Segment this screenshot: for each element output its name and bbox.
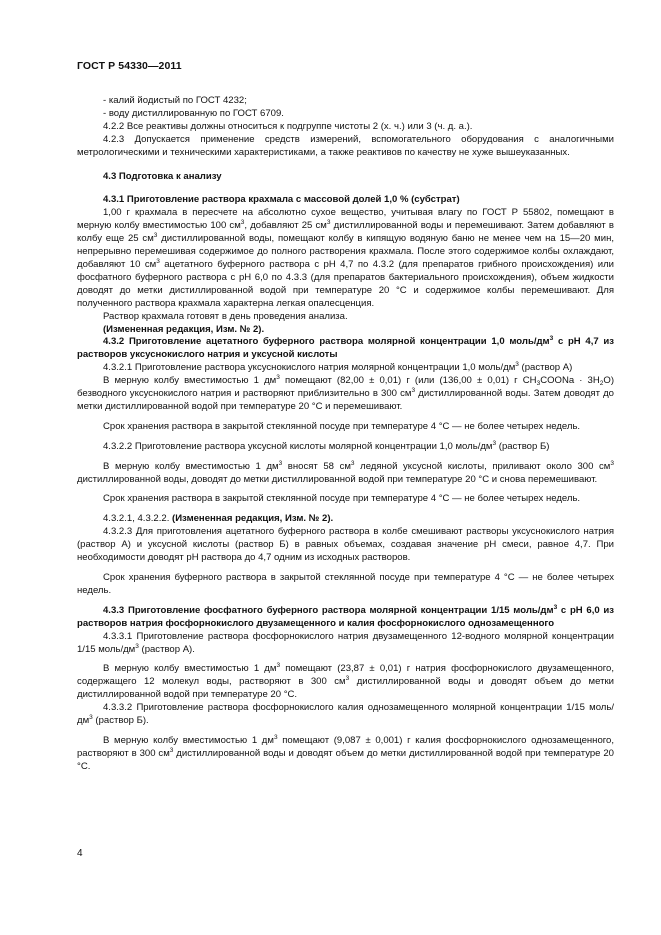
- text-run: (раствор А): [518, 362, 573, 374]
- clause-4-3-2-1-text: [77, 375, 614, 414]
- text-run: (раствор А).: [138, 643, 195, 655]
- text-run: 4.3.3.1 Приготовление раствора фосфорнокислого натрия двузамещенного 12-водного молярной концентрации 1/15 моль/дм: [77, 630, 614, 655]
- text-run: (раствор Б).: [92, 715, 149, 727]
- clause-4-3-2-2: [77, 441, 614, 454]
- text-run: (раствор Б): [496, 440, 550, 452]
- document-body: [77, 95, 614, 774]
- standard-header: ГОСТ Р 54330—2011: [77, 60, 182, 72]
- text-run: с pH 6,0 из растворов натрия фосфорнокислого двузамещенного и калия фосфорнокислого однозамещенного: [77, 604, 614, 629]
- text-run: ацетатного буферного раствора с pH 4,7 по 4.3.2 (для препаратов грибного происхождения) или фосфатного буферного раствора с pH 6,0 по 4.3.3 (для препаратов бактериального происхождения), объем жидкости доводят до метки дистиллированной водой при температуре 20 °С и содержимое колбы перемешивают. Для полученного раствора крахмала характерна легкая опалесценция.: [77, 258, 614, 309]
- text-run: 4.3.3.2 Приготовление раствора фосфорнокислого калия однозамещенного молярной концентрации 1/15 моль/дм: [77, 702, 614, 727]
- clause-4-2-2: 4.2.2 Все реактивы должны относиться к подгруппе чистоты 2 (х. ч.) или 3 (ч. д. а.).: [103, 120, 473, 132]
- clause-4-3-2-2-text: [77, 461, 614, 487]
- list-item-potassium-iodide: - калий йодистый по ГОСТ 4232;: [103, 95, 247, 106]
- clause-4-3-3-1-text: [77, 663, 614, 702]
- superscript: 3: [553, 603, 558, 611]
- text-run: дистиллированной воды. Затем доводят до метки дистиллированной водой при температуре 20 °С и перемешивают.: [77, 388, 614, 412]
- text-run: O) безводного уксуснокислого натрия и растворяют приблизительно в 300 см: [77, 375, 614, 400]
- storage-note-buffer: Срок хранения буферного раствора в закрытой стеклянной посуде при температуре 4 °С — не более четырех недель.: [77, 572, 614, 596]
- superscript: 3: [350, 459, 355, 467]
- text-run: помещают (23,87 ± 0,01) г натрия фосфорнокислого двузамещенного, содержащего 12 молекул воды, растворяют в 300 см: [77, 663, 614, 688]
- section-heading-4-3-3: [77, 605, 614, 631]
- text-run: ледяной уксусной кислоты, приливают около 300 см: [354, 460, 611, 472]
- text-run: COONa · 3H: [540, 375, 600, 387]
- section-heading-4-3-1: 4.3.1 Приготовление раствора крахмала с массовой долей 1,0 % (субстрат): [103, 194, 460, 206]
- text-run: дистиллированной воды, доводят до метки дистиллированной водой при температуре 20 °С и снова перемешивают.: [77, 473, 598, 485]
- text-run: В мерную колбу вместимостью 1 дм: [103, 460, 279, 472]
- amendment-label: (Измененная редакция, Изм. № 2).: [172, 513, 334, 525]
- text-run: 4.3.3 Приготовление фосфатного буферного раствора молярной концентрации 1/15 моль/дм: [103, 604, 554, 616]
- clause-4-3-3-2-text: [77, 735, 614, 774]
- superscript: 3: [345, 675, 350, 683]
- page-number: 4: [77, 848, 83, 859]
- amendment-note-4-3-2: [77, 513, 614, 526]
- superscript: 3: [326, 219, 331, 227]
- superscript: 3: [240, 219, 245, 227]
- section-heading-4-3: 4.3 Подготовка к анализу: [103, 170, 222, 182]
- text-run: дистиллированной воды и перемешивают. Затем добавляют в колбу еще 25 см: [77, 220, 615, 245]
- text-run: дистиллированной воды и доводят объем до метки дистиллированной водой при температуре 20 °С.: [77, 747, 614, 772]
- superscript: 3: [492, 439, 497, 447]
- superscript: 3: [89, 714, 93, 722]
- subscript: 3: [536, 380, 541, 388]
- clause-4-3-3-1: [77, 631, 614, 657]
- storage-note-solution-b: Срок хранения раствора в закрытой стеклянной посуде при температуре 4 °С — не более четырех недель.: [103, 493, 581, 505]
- superscript: 3: [153, 232, 158, 240]
- superscript: 3: [169, 746, 174, 754]
- superscript: 3: [156, 257, 160, 265]
- list-item-distilled-water: - воду дистиллированную по ГОСТ 6709.: [103, 107, 284, 119]
- text-run: 4.3.2.2 Приготовление раствора уксусной кислоты молярной концентрации 1,0 моль/дм: [103, 440, 493, 452]
- text-run: дистиллированной воды, помещают колбу в кипящую водяную баню не менее чем на 15—20 мин, непрерывно перемешивая содержимое до полного растворения крахмала. После этого содержимое колбы охлаждают, добавляют 10 см: [77, 233, 614, 270]
- text-run: 1,00 г крахмала в пересчете на абсолютно сухое вещество, учитывая влагу по ГОСТ Р 55802, помещают в мерную колбу вместимостью 100 см: [77, 207, 614, 232]
- text-run: помещают (9,087 ± 0,001) г калия фосфорнокислого однозамещенного, растворяют в 300 см: [77, 734, 615, 759]
- text-run: В мерную колбу вместимостью 1 дм: [103, 734, 274, 746]
- text-run: вносят 58 см: [282, 460, 351, 472]
- text-run: В мерную колбу вместимостью 1 дм: [103, 663, 277, 675]
- text-run: 4.3.2.1 Приготовление раствора уксуснокислого натрия молярной концентрации 1,0 моль/дм: [103, 362, 516, 374]
- section-heading-4-3-2: [77, 336, 614, 362]
- clause-4-3-1-text: [77, 207, 614, 310]
- superscript: 3: [278, 459, 283, 467]
- text-run: с pH 4,7 из растворов уксуснокислого натрия и уксусной кислоты: [77, 336, 615, 361]
- text-run: 4.3.2.1, 4.3.2.2.: [103, 513, 173, 525]
- clause-4-3-2-3: 4.3.2.3 Для приготовления ацетатного буферного раствора в колбе смешивают растворы уксуснокислого натрия (раствор А) и уксусной кислоты (раствор Б) в равных объемах, создавая значение pH смеси, равное 4,7. При необходимости доводят pH раствора до 4,7 одним из исходных растворов.: [77, 526, 614, 564]
- superscript: 3: [411, 387, 416, 395]
- superscript: 3: [273, 733, 278, 741]
- clause-4-3-1-storage: Раствор крахмала готовят в день проведения анализа.: [103, 310, 348, 322]
- text-run: В мерную колбу вместимостью 1 дм: [103, 375, 277, 387]
- superscript: 3: [276, 662, 281, 670]
- clause-4-3-3-2: [77, 702, 614, 728]
- text-run: , добавляют 25 см: [244, 220, 327, 232]
- superscript: 3: [549, 335, 554, 343]
- superscript: 3: [135, 642, 139, 650]
- clause-4-3-2-1: [77, 362, 614, 375]
- subscript: 2: [599, 380, 604, 388]
- text-run: дистиллированной воды и доводят объем до метки дистиллированной водой при температуре 20 °С.: [77, 676, 615, 701]
- storage-note-solution-a: Срок хранения раствора в закрытой стеклянной посуде при температуре 4 °С — не более четырех недель.: [103, 420, 581, 432]
- text-run: помещают (82,00 ± 0,01) г (или (136,00 ± 0,01) г CH: [279, 375, 537, 387]
- superscript: 3: [515, 361, 519, 369]
- text-run: 4.3.2 Приготовление ацетатного буферного раствора молярной концентрации 1,0 моль/дм: [103, 336, 550, 348]
- superscript: 3: [276, 374, 280, 382]
- superscript: 3: [610, 459, 614, 467]
- amendment-note: (Измененная редакция, Изм. № 2).: [103, 323, 265, 335]
- clause-4-2-3: 4.2.3 Допускается применение средств измерений, вспомогательного оборудования с аналогичными метрологическими и техническими характеристиками, а также реактивов по качеству не хуже вышеуказанных.: [77, 133, 614, 158]
